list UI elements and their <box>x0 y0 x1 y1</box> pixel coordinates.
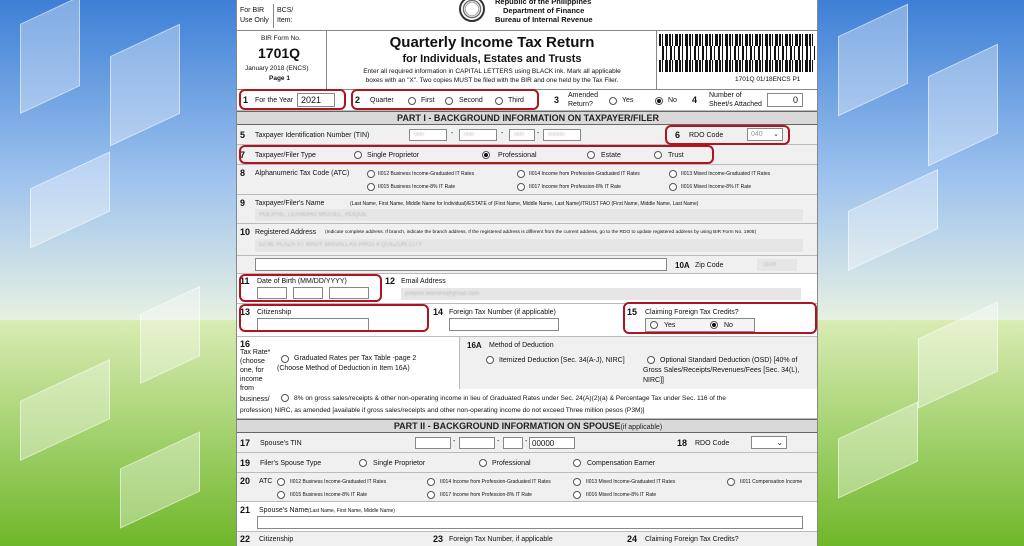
tax-rate-label-3: one, for <box>240 367 264 374</box>
tax-rate-label-2: (choose <box>240 358 265 365</box>
barcode-block <box>657 31 818 89</box>
highlight-item-15 <box>623 302 817 334</box>
item-19-number: 19 <box>240 458 251 468</box>
row-item-17-18: 17 Spouse's TIN - - - 00000 18 RDO Code ⌄ <box>237 433 818 453</box>
chevron-down-icon: ⌄ <box>773 131 779 138</box>
item-6-number: 6 <box>675 130 681 140</box>
item-4-number: 4 <box>692 95 698 105</box>
form-subtitle: for Individuals, Estates and Trusts <box>402 53 582 65</box>
address-input[interactable]: 52-W. PLAZA ST BRGY MAGALLAS PROJ 4 QUEZON CITY <box>255 239 803 252</box>
item-16a-number: 16A <box>467 341 482 350</box>
spouse-atc-ii012-label: II012 Business Income-Graduated IT Rates <box>290 479 387 485</box>
filer-name-input[interactable]: POLIPSE, LEANDRO MIGUEL, ROQUE <box>255 209 803 221</box>
spouse-atc-ii015-label: II015 Business Income-8% IT Rate <box>290 492 368 498</box>
atc-ii014-radio[interactable] <box>517 170 525 178</box>
spouse-tin-segment-3-input[interactable] <box>503 437 523 449</box>
row-item-5-6: 5 Taxpayer Identification Number (TIN) 000 - 000 - 000 - 00000 6 RDO Code 040 ⌄ <box>237 125 818 145</box>
spouse-tin-branch-input[interactable]: 00000 <box>529 437 575 449</box>
foreign-tin-label: Foreign Tax Number (if applicable) <box>449 309 556 316</box>
spouse-tin-segment-2-input[interactable] <box>459 437 495 449</box>
spouse-single-proprietor-label: Single Proprietor <box>373 460 426 467</box>
foreign-tin-input[interactable] <box>449 318 559 331</box>
item-1-number: 1 <box>243 95 249 105</box>
atc-ii013-label: II013 Mixed Income-Graduated IT Rates <box>681 171 771 177</box>
graduated-rates-label: Graduated Rates per Tax Table -page 2 <box>294 355 417 362</box>
spouse-single-proprietor-radio[interactable] <box>359 459 367 467</box>
eight-percent-label-1: 8% on gross sales/receipts & other non-operating income in lieu of Graduated Rates under Sec. 24(A)(2)(a) & Percentage Tax under Sec. 116 of the <box>294 395 726 402</box>
amended-label-1: Amended <box>568 92 598 99</box>
item-5-number: 5 <box>240 130 246 140</box>
spouse-name-label: Spouse's Name <box>259 507 309 514</box>
rdo-code-label: RDO Code <box>689 132 724 139</box>
item-12-number: 12 <box>385 276 396 286</box>
atc-ii015-label: II015 Business Income-8% IT Rate <box>378 184 456 190</box>
filer-name-label: Taxpayer/Filer's Name <box>255 200 325 207</box>
osd-label-1: Optional Standard Deduction (OSD) [40% of <box>660 357 798 364</box>
atc-ii017-radio[interactable] <box>517 183 525 191</box>
instruction-line-2: boxes with an "X". Two copies MUST be filed with the BIR and one held by the Tax Filer. <box>365 77 619 84</box>
eight-percent-label-2: profession) NIRC, as amended [available if gross sales/receipts and other non-operating income do not exceed Three million pesos (P3M)] <box>240 407 645 414</box>
graduated-rates-radio[interactable] <box>281 355 289 363</box>
spouse-tin-label: Spouse's TIN <box>260 440 302 447</box>
item-21-number: 21 <box>240 505 251 515</box>
item-22-number: 22 <box>240 534 251 544</box>
filer-type-label: Taxpayer/Filer Type <box>255 152 316 159</box>
atc-ii014-label: II014 Income from Profession-Graduated IT Rates <box>529 171 640 177</box>
department-label: Department of Finance <box>503 6 585 15</box>
chevron-down-icon: ⌄ <box>776 438 783 447</box>
for-year-label: For the Year <box>255 97 294 104</box>
filer-estate-label: Estate <box>601 152 621 159</box>
form-header-top <box>237 0 818 31</box>
decorative-building-right <box>818 0 1024 546</box>
row-item-16 <box>237 337 818 419</box>
item-10-number: 10 <box>240 227 251 237</box>
highlight-item-1 <box>239 89 346 110</box>
form-title: Quarterly Income Tax Return <box>389 34 595 51</box>
spouse-atc-ii013-label: II013 Mixed Income-Graduated IT Rates <box>586 479 676 485</box>
itemized-deduction-radio[interactable] <box>486 356 494 364</box>
bureau-label: Bureau of Internal Revenue <box>495 15 593 24</box>
tin-segment-2-input[interactable]: 000 <box>459 129 497 141</box>
row-item-10a <box>237 256 818 274</box>
page-number: Page 1 <box>269 75 290 82</box>
osd-label-2: Gross Sales/Receipts/Revenues/Fees [Sec. 34(L), <box>643 367 800 374</box>
item-3-number: 3 <box>554 95 560 105</box>
quarter-label: Quarter <box>370 97 394 104</box>
item-13-number: 13 <box>240 307 251 317</box>
spouse-atc-ii013-radio[interactable] <box>573 478 581 486</box>
item-17-number: 17 <box>240 438 251 448</box>
spouse-atc-ii017-label: II017 Income from Profession-8% IT Rate <box>440 492 532 498</box>
spouse-rdo-select[interactable] <box>751 436 787 449</box>
bcs-label: BCS/ <box>277 7 294 14</box>
item-11-number: 11 <box>240 276 250 286</box>
spouse-compensation-radio[interactable] <box>573 459 581 467</box>
sheets-label-2: Sheet/s Attached <box>709 101 762 108</box>
atc-ii017-label: II017 Income from Profession-8% IT Rate <box>529 184 621 190</box>
sheets-attached-input[interactable]: 0 <box>767 93 803 107</box>
zip-code-label: Zip Code <box>695 262 724 269</box>
form-no-label: BIR Form No. <box>261 35 301 42</box>
eight-percent-radio[interactable] <box>281 394 289 402</box>
highlight-item-11 <box>239 274 382 302</box>
item-8-number: 8 <box>240 168 246 178</box>
barcode-code: 1701Q 01/18ENCS P1 <box>735 76 801 83</box>
citizenship-label: Citizenship <box>257 309 292 316</box>
highlight-item-2 <box>351 89 539 110</box>
tax-rate-label-5: from <box>240 385 254 392</box>
row-item-20 <box>237 473 818 502</box>
address-label: Registered Address <box>255 229 317 236</box>
atc-ii012-radio[interactable] <box>367 170 375 178</box>
bir-form-1701q <box>236 0 818 546</box>
tax-rate-label-6: business/ <box>240 396 270 403</box>
item-23-number: 23 <box>433 534 444 544</box>
spouse-atc-ii016-label: II016 Mixed Income-8% IT Rate <box>586 492 657 498</box>
row-item-19 <box>237 453 818 473</box>
decorative-building-left <box>0 0 236 546</box>
barcode-image <box>659 34 815 72</box>
spouse-atc-ii011-label: II011 Compensation Income <box>740 479 803 485</box>
for-bir-label: For BIR <box>240 7 265 14</box>
row-item-9 <box>237 195 818 224</box>
amended-no-radio[interactable] <box>655 97 663 105</box>
foreign-credit-label: Claiming Foreign Tax Credits? <box>645 309 739 316</box>
item-label: Item: <box>277 17 293 24</box>
filer-professional-label: Professional <box>498 152 537 159</box>
spouse-citizenship-label: Citizenship <box>259 536 294 543</box>
highlight-item-6 <box>665 125 790 145</box>
item-15-number: 15 <box>627 307 638 317</box>
for-year-input[interactable]: 2021 <box>297 93 335 107</box>
form-number: 1701Q <box>258 45 301 61</box>
amended-no-label: No <box>668 97 677 104</box>
tin-label: Taxpayer Identification Number (TIN) <box>255 132 370 139</box>
item-14-number: 14 <box>433 307 444 317</box>
osd-label-3: NIRC]] <box>643 377 664 384</box>
quarter-third-label: Third <box>508 97 524 104</box>
address-line-2-input[interactable] <box>255 258 667 271</box>
foreign-credit-yes-label: Yes <box>664 322 676 329</box>
spouse-foreign-tin-label: Foreign Tax Number, if applicable <box>449 536 553 543</box>
use-only-label: Use Only <box>240 17 269 24</box>
item-10a-number: 10A <box>675 261 690 270</box>
row-item-22-24 <box>237 532 818 546</box>
spouse-compensation-label: Compensation Earner <box>587 460 656 467</box>
atc-ii015-radio[interactable] <box>367 183 375 191</box>
row-item-21 <box>237 502 818 532</box>
item-2-number: 2 <box>355 95 361 105</box>
atc-label: Alphanumeric Tax Code (ATC) <box>255 170 350 177</box>
filer-single-proprietor-label: Single Proprietor <box>367 152 420 159</box>
filer-name-hint: (Last Name, First Name, Middle Name for Individual)/ESTATE of (First Name, Middle Name, Last Name)/TRUST FAO (First Name, Middle Name, Last Name) <box>350 201 699 207</box>
item-16-number: 16 <box>240 339 251 349</box>
item-24-number: 24 <box>627 534 638 544</box>
part-2-title: PART II - BACKGROUND INFORMATION ON SPOUSE(if applicable) <box>237 419 818 433</box>
atc-ii013-radio[interactable] <box>669 170 677 178</box>
quarter-second-label: Second <box>459 97 483 104</box>
atc-ii012-label: II012 Business Income-Graduated IT Rates <box>378 171 475 177</box>
row-item-8 <box>237 165 818 195</box>
email-input[interactable]: polipse.leandro@gmail.com <box>401 288 801 300</box>
osd-radio[interactable] <box>647 356 655 364</box>
spouse-atc-ii017-radio[interactable] <box>427 491 435 499</box>
amended-yes-label: Yes <box>622 97 634 104</box>
highlight-item-13 <box>239 304 429 332</box>
form-title-block <box>327 31 657 89</box>
item-7-number: 7 <box>240 150 246 160</box>
republic-label: Republic of the Philippines <box>495 0 592 6</box>
spouse-professional-label: Professional <box>492 460 531 467</box>
item-20-number: 20 <box>240 476 251 486</box>
method-deduction-label: Method of Deduction <box>489 342 554 349</box>
spouse-rdo-label: RDO Code <box>695 440 730 447</box>
email-label: Email Address <box>401 278 446 285</box>
form-number-block <box>237 31 327 89</box>
instruction-line-1: Enter all required information in CAPITAL LETTERS using BLACK ink. Mark all applicable <box>363 68 621 75</box>
part-1-title: PART I - BACKGROUND INFORMATION ON TAXPAYER/FILER <box>237 111 818 125</box>
zip-code-input[interactable]: 1109 <box>757 259 797 271</box>
spouse-professional-radio[interactable] <box>479 459 487 467</box>
amended-yes-radio[interactable] <box>609 97 617 105</box>
spouse-atc-ii016-radio[interactable] <box>573 491 581 499</box>
spouse-atc-ii015-radio[interactable] <box>277 491 285 499</box>
tin-segment-4-input[interactable]: 00000 <box>543 129 581 141</box>
dob-label: Date of Birth (MM/DD/YYYY) <box>257 278 347 285</box>
foreign-credit-no-label: No <box>724 322 733 329</box>
spouse-foreign-credit-label: Claiming Foreign Tax Credits? <box>645 536 739 543</box>
graduated-rates-note: (Choose Method of Deduction in Item 16A) <box>277 365 410 372</box>
spouse-type-label: Filer's Spouse Type <box>260 460 322 467</box>
tin-segment-1-input[interactable]: 000 <box>409 129 447 141</box>
tax-rate-label-4: income <box>240 376 263 383</box>
highlight-item-7 <box>239 145 714 164</box>
bir-seal-icon <box>459 0 485 22</box>
spouse-tin-segment-1-input[interactable] <box>415 437 451 449</box>
rdo-code-select[interactable]: 040 ⌄ <box>747 128 783 141</box>
spouse-atc-ii012-radio[interactable] <box>277 478 285 486</box>
tax-rate-label-1: Tax Rate* <box>240 349 271 356</box>
spouse-atc-label: ATC <box>259 478 273 485</box>
item-18-number: 18 <box>677 438 688 448</box>
row-item-10 <box>237 224 818 256</box>
address-hint: (Indicate complete address. If branch, indicate the branch address. If the registered address is different from the current address, go to the RDO to update registered address by using BIR Form No. 1905) <box>325 230 757 235</box>
spouse-atc-ii014-label: II014 Income from Profession-Graduated IT Rates <box>440 479 551 485</box>
tin-segment-3-input[interactable]: 000 <box>509 129 535 141</box>
quarter-first-label: First <box>421 97 435 104</box>
itemized-deduction-label: Itemized Deduction [Sec. 34(A-J), NIRC] <box>499 357 625 364</box>
filer-trust-label: Trust <box>668 152 684 159</box>
spouse-name-input[interactable] <box>257 516 803 529</box>
atc-ii016-radio[interactable] <box>669 183 677 191</box>
spouse-name-hint: (Last Name, First Name, Middle Name) <box>308 508 395 514</box>
spouse-atc-ii011-radio[interactable] <box>727 478 735 486</box>
form-edition: January 2018 (ENCS) <box>245 65 309 72</box>
spouse-atc-ii014-radio[interactable] <box>427 478 435 486</box>
amended-label-2: Return? <box>568 101 593 108</box>
item-9-number: 9 <box>240 198 246 208</box>
sheets-label-1: Number of <box>709 92 742 99</box>
atc-ii016-label: II016 Mixed Income-8% IT Rate <box>681 184 752 190</box>
